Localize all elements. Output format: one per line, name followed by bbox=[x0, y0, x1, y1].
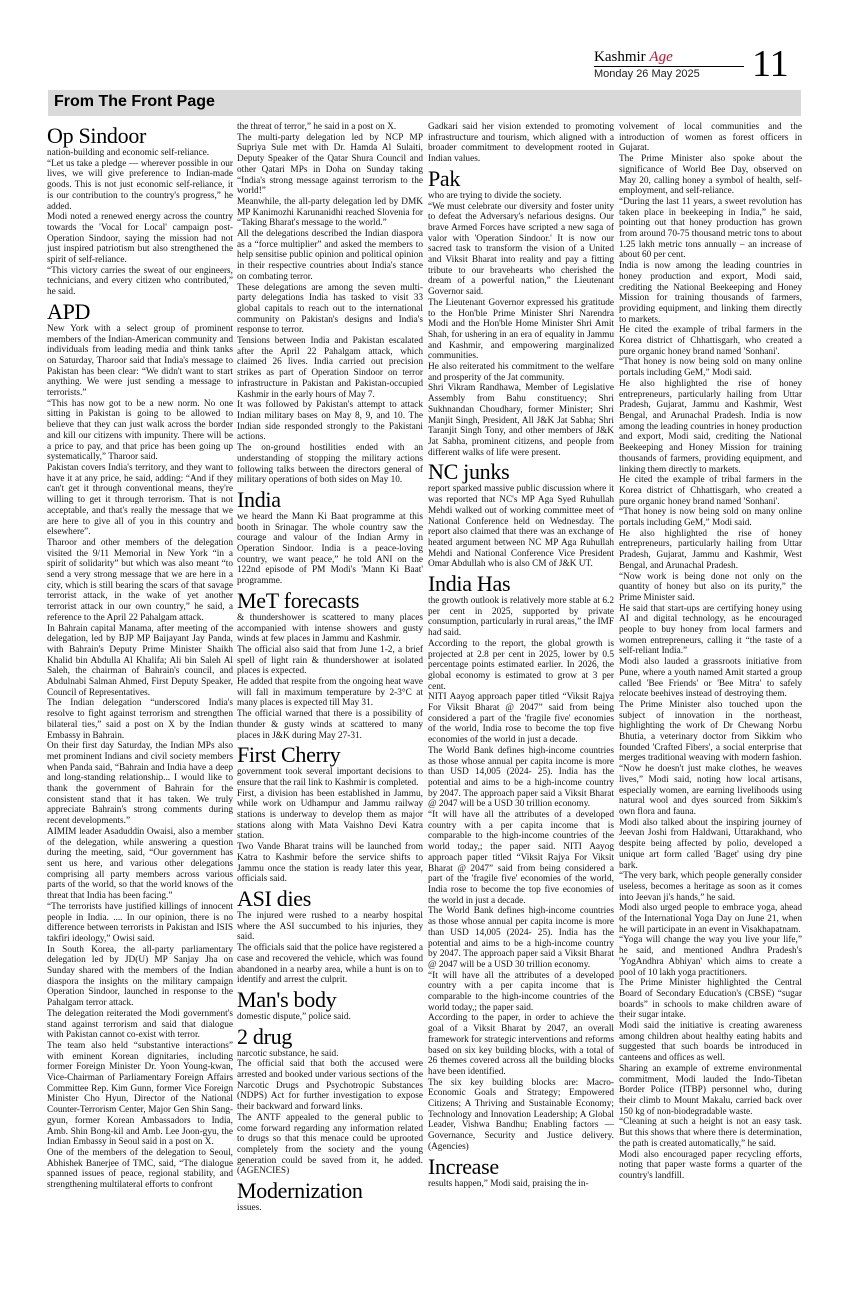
story-paragraph: Two Vande Bharat trains will be launched from Katra to Kashmir before the service shifts to Jammu once the station is ready later this year, officials said. bbox=[237, 842, 423, 885]
story-paragraph: He also highlighted the rise of honey entrepreneurs, particularly hailing from Uttar Pradesh, Gujarat, Jammu and Kashmir, West Bengal, and Arunachal Pradesh. India is now among the leading countries in honey production and export, Modi said, crediting the National Beekeeping and Honey Mission for training thousands of farmers, providing equipment, and linking them directly to markets. bbox=[619, 378, 802, 475]
story-paragraph: “Now work is being done not only on the quantity of honey but also on its purity,” the Prime Minister said. bbox=[619, 571, 802, 603]
story-paragraph: “Cleaning at such a height is not an easy task. But this shows that where there is determination, the path is created automatically,” he said. bbox=[619, 1117, 802, 1149]
story-paragraph: volvement of local communities and the introduction of women as forest officers in Gujarat. bbox=[619, 122, 802, 154]
story-paragraph: “That honey is now being sold on many online portals including GeM,” Modi said. bbox=[619, 507, 802, 529]
story-paragraph: The injured were rushed to a nearby hospital where the ASI succumbed to his injuries, they said. bbox=[237, 911, 423, 943]
story-paragraph: The six key building blocks are: Macro-Economic Goals and Strategy; Empowered Citizens; A Thriving and Sustainable Economy; Technology and Innovation Leadership; A Global Leader, Vishwa Bandhu; Enabling factors — Governance, Security and Justice delivery. (Agencies) bbox=[428, 1077, 614, 1152]
story-paragraph: AIMIM leader Asaduddin Owaisi, also a member of the delegation, while answering a question during the meeting, said, “Our government has sent us here, and various other delegations comprising all party members across various parts of the world, so that the world knows of the threat that India has been facing.” bbox=[47, 826, 233, 902]
story-paragraph: “This has now got to be a new norm. No one sitting in Pakistan is going to be allowed to believe that they can just walk across the border and kill our citizens with impunity. There will be a price to pay, and that price has been going up systematically,” Tharoor said. bbox=[47, 398, 233, 463]
story-paragraph: Modi also lauded a grassroots initiative from Pune, where a youth named Amit started a group called 'Bee Friends' or 'Bee Mitra' to safely relocate beehives instead of destroying them. bbox=[619, 657, 802, 700]
story-paragraph: The Prime Minister also touched upon the subject of innovation in the northeast, highlighting the work of Dr Chewang Norbu Bhutia, a veterinary doctor from Sikkim who founded 'Crafted Fibers', a social enterprise that merges traditional weaving with modern fashion. bbox=[619, 699, 802, 764]
story-paragraph: These delegations are among the seven multi-party delegations India has tasked to visit 33 global capitals to reach out to the international community on Pakistan's designs and India's response to terror. bbox=[237, 282, 423, 336]
story-paragraph: “That honey is now being sold on many online portals including GeM,” Modi said. bbox=[619, 357, 802, 379]
story-paragraph: He also highlighted the rise of honey entrepreneurs, particularly hailing from Uttar Pradesh, Gujarat, Jammu and Kashmir, West Bengal, and Arunachal Pradesh. bbox=[619, 528, 802, 571]
story-paragraph: report sparked massive public discussion where it was reported that NC's MP Aga Syed Ruhullah Mehdi walked out of working committee meet of National Conference held on Wednesday. The report also claimed that there was an exchange of heated argument between NC MP Aga Ruhullah Mehdi and National Conference Vice President Omar Abdullah who is also CM of J&K UT. bbox=[428, 484, 614, 570]
story-paragraph: “Now he doesn't just make clothes, he weaves lives,” Modi said, noting how local artisans, especially women, are earning livelihoods using natural wool and dyes sourced from Sikkim's own flora and fauna. bbox=[619, 764, 802, 817]
story-paragraph: The official also said that from June 1-2, a brief spell of light rain & thundershower at isolated places is expected. bbox=[237, 644, 423, 677]
story-paragraph: One of the members of the delegation to Seoul, Abhishek Banerjee of TMC, said, “The dialogue spanned issues of peace, regional stability, and strengthening multilateral efforts to confront bbox=[47, 1147, 233, 1191]
story-headline: India Has bbox=[428, 571, 511, 597]
story-paragraph: we heard the Mann Ki Baat programme at this booth in Srinagar. The whole country saw the courage and valour of the Indian Army in Operation Sindoor. India is a peace-loving country, we want peace,” he told ANI on the 122nd episode of PM Modi's 'Mann Ki Baat' programme. bbox=[237, 511, 423, 587]
story-paragraph: & thundershower is scattered to many places accompanied with intense showers and gusty winds at few places in Jammu and Kashmir. bbox=[237, 612, 423, 645]
story-paragraph: NITI Aayog approach paper titled “Viksit Rajya For Viksit Bharat @ 2047” said from being considered a part of the 'fragile five' economies of the world, India rose to become the top five economies of the world in just a decade. bbox=[428, 692, 614, 746]
story-headline: 2 drug bbox=[237, 1023, 293, 1049]
article-column-4 bbox=[619, 122, 802, 1286]
story-paragraph: Shri Vikram Randhawa, Member of Legislative Assembly from Bahu constituency; Shri Sukhnandan Choudhary, former Minister; Shri Manjit Singh, President, All J&K Jat Sabha; Shri Taranjit Singh Tony, and other members of J&K Jat Sabha, prominent citizens, and people from different walks of life were present. bbox=[428, 383, 614, 458]
story-paragraph: “The very bark, which people generally consider useless, becomes a heritage as soon as it comes into Jeevan ji's hands,” he said. bbox=[619, 871, 802, 903]
story-headline: NC junks bbox=[428, 459, 510, 485]
story-headline: APD bbox=[47, 298, 91, 324]
article-column-1 bbox=[47, 122, 233, 1286]
story-paragraph: He added that respite from the ongoing heat wave will fall in maximum temperature by 2-3°C at many places is expected till May 31. bbox=[237, 677, 423, 709]
header-divider bbox=[594, 66, 744, 67]
story-paragraph: “It will have all the attributes of a developed country with a per capita income that is comparable to the high-income countries of the world today,; the paper said. NITI Aayog approach paper titled “Viksit Rajya For Viksit Bharat @ 2047” said from being considered a part of the 'fragile five' economies of the world, India rose to become the top five economies of the world in just a decade. bbox=[428, 810, 614, 906]
story-headline: India bbox=[237, 486, 281, 512]
story-headline: Op Sindoor bbox=[47, 123, 147, 148]
story-paragraph: The World Bank defines high-income countries as those whose annual per capita income is more than USD 14,005 (2024- 25). India has the potential and aims to be a high-income country by 2047. The approach paper said a Viksit Bharat @ 2047 will be a USD 30 trillion economy. bbox=[428, 745, 614, 810]
story-paragraph: Sharing an example of extreme environmental commitment, Modi lauded the Indo-Tibetan Border Police (ITBP) personnel who, during their climb to Mount Makalu, carried back over 150 kg of non-biodegradable waste. bbox=[619, 1063, 802, 1117]
story-paragraph: Modi noted a renewed energy across the country towards the 'Vocal for Local' campaign post-Operation Sindoor, saying the mission had not just inspired patriotism but also strengthened the spirit of self-reliance. bbox=[47, 212, 233, 266]
story-paragraph: Tensions between India and Pakistan escalated after the April 22 Pahalgam attack, which claimed 26 lives. India carried out precision strikes as part of Operation Sindoor on terror infrastructure in Pakistan and Pakistan-occupied Kashmir in the early hours of May 7. bbox=[237, 336, 423, 400]
story-paragraph: The official said that both the accused were arrested and booked under various sections of the Narcotic Drugs and Psychotropic Substances (NDPS) Act for further investigation to expose their backward and forward links. bbox=[237, 1059, 423, 1113]
story-paragraph: The team also held “substantive interactions” with eminent Korean dignitaries, including former Foreign Minister Dr. Yoon Young-kwan, Vice-Chairman of Parliamentary Foreign Affairs Committee Rep. Kim Gunn, former Vice Foreign Minister Cho Hyun, Director of the National Counter-Terrorism Center, Major Gen Shin Sang-gyun, former Korean Ambassadors to India, Amb. Shin Bong-kil and Amb. Lee Joon-gyu, the Indian Embassy in Seoul said in a post on X. bbox=[47, 1040, 233, 1148]
story-headline: Increase bbox=[428, 1153, 499, 1179]
story-paragraph: The Prime Minister also spoke about the significance of World Bee Day, observed on May 20, calling honey a symbol of health, self-employment, and self-reliance. bbox=[619, 154, 802, 197]
story-paragraph: Meanwhile, the all-party delegation led by DMK MP Kanimozhi Karunanidhi reached Slovenia for “Taking Bharat's message to the world.” bbox=[237, 196, 423, 229]
story-paragraph: The ANTF appealed to the general public to come forward regarding any information related to drugs so that this menace could be uprooted completely from the society and the young generation could be saved from it, he added. (AGENCIES) bbox=[237, 1112, 423, 1177]
story-paragraph: “It will have all the attributes of a developed country with a per capita income that is comparable to the high-income countries of the world today,; the paper said. bbox=[428, 970, 614, 1013]
story-paragraph: The on-ground hostilities ended with an understanding of stopping the military actions following talks between the directors general of military operations of both sides on May 10. bbox=[237, 443, 423, 486]
story-paragraph: According to the paper, in order to achieve the goal of a Viksit Bharat by 2047, an overall framework for strategic interventions and reforms based on six key building blocks, with a total of 26 themes covered across all the building blocks have been identified. bbox=[428, 1013, 614, 1077]
story-paragraph: The Prime Minister highlighted the Central Board of Secondary Education's (CBSE) “sugar boards” in schools to make children aware of their sugar intake. bbox=[619, 978, 802, 1021]
story-paragraph: In Bahrain capital Manama, after meeting of the delegation, led by BJP MP Baijayant Jay Panda, with Bahrain's Deputy Prime Minister Shaikh Khalid bin Abdulla Al Khalifa; Ali bin Saleh Al Saleh, the chairman of Bahrain's council, and Abdulnabi Salman Ahmed, First Deputy Speaker, Council of Representatives. bbox=[47, 623, 233, 698]
story-paragraph: “This victory carries the sweat of our engineers, technicians, and every citizen who contributed,” he said. bbox=[47, 265, 233, 298]
story-headline: MeT forecasts bbox=[237, 587, 360, 613]
story-headline: Pak bbox=[428, 165, 461, 191]
story-paragraph: the threat of terror,” he said in a post on X. bbox=[237, 122, 397, 132]
story-paragraph: In South Korea, the all-party parliamentary delegation led by JD(U) MP Sanjay Jha on Sunday shared with the members of the Indian diaspora the insights on the military campaign Operation Sindoor, launched in response to the Pahalgam terror attack. bbox=[47, 944, 233, 1009]
page-header bbox=[0, 0, 848, 90]
story-paragraph: The official warned that there is a possibility of thunder & gusty winds at scattered to many places in J&K during May 27-31. bbox=[237, 709, 423, 741]
story-paragraph: It was followed by Pakistan's attempt to attack Indian military bases on May 8, 9, and 10. The Indian side responded strongly to the Pakistani actions. bbox=[237, 400, 423, 443]
page-number: 11 bbox=[752, 43, 789, 85]
story-paragraph: Pakistan covers India's territory, and they want to have it at any price, he said, adding: “And if they can't get it through conventional means, they're willing to get it through terrorism. That is not acceptable, and that's really the message that we are here to give all of you in this country and elsewhere”. bbox=[47, 462, 233, 538]
story-paragraph: the growth outlook is relatively more stable at 6.2 per cent in 2025, supported by private consumption, particularly in rural areas,” the IMF had said. bbox=[428, 596, 614, 639]
story-paragraph: He said that start-ups are certifying honey using AI and digital technology, as he encouraged people to buy honey from local farmers and women entrepreneurs, calling it “the taste of a self-reliant India.” bbox=[619, 603, 802, 657]
story-paragraph: According to the report, the global growth is projected at 2.8 per cent in 2025, lower by 0.5 percentage points estimated earlier. In 2026, the global economy is estimated to grow at 3 per cent. bbox=[428, 638, 614, 692]
story-paragraph: “The terrorists have justified killings of innocent people in India. .... In our opinion, there is no difference between terrorists in Pakistan and ISIS takfiri ideology,” Owisi said. bbox=[47, 901, 233, 944]
section-banner bbox=[48, 90, 801, 116]
story-paragraph: nation-building and economic self-reliance. bbox=[47, 148, 210, 158]
story-paragraph: government took several important decisions to ensure that the rail link to Kashmir is completed. bbox=[237, 767, 423, 788]
story-paragraph: He also reiterated his commitment to the welfare and prosperity of the Jat community. bbox=[428, 362, 614, 383]
story-paragraph: The Indian delegation “underscored India's resolve to fight against terrorism and strengthen bilateral ties,” said a post on X by the Indian Embassy in Bahrain. bbox=[47, 698, 233, 741]
story-paragraph: Modi also urged people to embrace yoga, ahead of the International Yoga Day on June 21, when he will participate in an event in Visakhapatnam. bbox=[619, 903, 802, 935]
section-title: From The Front Page bbox=[54, 93, 215, 110]
story-paragraph: The delegation reiterated the Modi government's stand against terrorism and said that dialogue with Pakistan cannot co-exist with terror. bbox=[47, 1008, 233, 1041]
story-paragraph: Gadkari said her vision extended to promoting infrastructure and tourism, which aligned with a broader commitment to development rooted in Indian values. bbox=[428, 122, 614, 165]
story-headline: First Cherry bbox=[237, 742, 341, 768]
story-paragraph: Modi said the initiative is creating awareness among children about healthy eating habits and suggested that such boards be introduced in canteens and offices as well. bbox=[619, 1021, 802, 1064]
story-paragraph: Modi also talked about the inspiring journey of Jeevan Joshi from Haldwani, Uttarakhand, who despite being affected by polio, developed a unique art form called 'Baget' using dry pine bark. bbox=[619, 817, 802, 871]
article-column-3 bbox=[428, 122, 614, 1286]
story-paragraph: The Lieutenant Governor expressed his gratitude to the Hon'ble Prime Minister Shri Narendra Modi and the Hon'ble Home Minister Shri Amit Shah, for ushering in an era of equality in Jammu and Kashmir, and empowering marginalized communities. bbox=[428, 297, 614, 362]
story-paragraph: “Yoga will change the way you live your life,” he said, and mentioned Andhra Pradesh's 'YogAndhra Abhiyan' which aims to create a pool of 10 lakh yoga practitioners. bbox=[619, 935, 802, 978]
story-paragraph: New York with a select group of prominent members of the Indian-American community and individuals from leading media and think tanks on Saturday, Tharoor said that India's message to Pakistan has been clear: “We didn't want to start anything. We were just sending a message to terrorists.” bbox=[47, 323, 233, 399]
story-paragraph: “We must celebrate our diversity and foster unity to defeat the Adversary's nefarious designs. Our brave Armed Forces have scripted a new saga of valor with 'Operation Sindoor.' It is now our sacred task to transform the vision of a United and Viksit Bharat into reality and pay a fitting tribute to our bravehearts who cherished the dream of a powerful nation,” the Lieutenant Governor said. bbox=[428, 201, 614, 298]
story-paragraph: The officials said that the police have registered a case and recovered the vehicle, which was found abandoned in a nearby area, while a hunt is on to identify and arrest the culprit. bbox=[237, 943, 423, 986]
story-paragraph: domestic dispute,” police said. bbox=[237, 1011, 351, 1022]
masthead-logo: Kashmir Age bbox=[594, 49, 673, 65]
story-paragraph: First, a division has been established in Jammu, while work on Udhampur and Jammu railway stations is underway to develop them as major stations along with Mata Vaishno Devi Katra station. bbox=[237, 788, 423, 842]
story-headline: Man's body bbox=[237, 986, 337, 1012]
story-paragraph: He cited the example of tribal farmers in the Korea district of Chhattisgarh, who created a pure organic honey brand named 'Sonhani'. bbox=[619, 325, 802, 357]
issue-date: Monday 26 May 2025 bbox=[594, 68, 700, 80]
article-column-2 bbox=[237, 122, 423, 1286]
story-paragraph: “During the last 11 years, a sweet revolution has taken place in beekeeping in India,” he said, pointing out that honey production has grown from around 70-75 thousand metric tons to about 1.25 lakh metric tons annually – an increase of about 60 per cent. bbox=[619, 196, 802, 261]
story-paragraph: India is now among the leading countries in honey production and export, Modi said, crediting the National Beekeeping and Honey Mission for training thousands of farmers, providing equipment, and linking them directly to markets. bbox=[619, 261, 802, 325]
story-paragraph: Tharoor and other members of the delegation visited the 9/11 Memorial in New York “in a spirit of solidarity” but which was also meant “to send a very strong message that we are here in a city, which is still bearing the scars of that savage terrorist attack, in the wake of yet another terrorist attack in our own country,” he said, a reference to the April 22 Pahalgam attack. bbox=[47, 537, 233, 623]
story-paragraph: issues. bbox=[237, 1203, 262, 1214]
story-paragraph: The multi-party delegation led by NCP MP Supriya Sule met with Dr. Hamda Al Sulaiti, Deputy Speaker of the Qatar Shura Council and other Qatari MPs in Doha on Sunday taking “India's strong message against terrorism to the world!” bbox=[237, 132, 423, 197]
story-paragraph: narcotic substance, he said. bbox=[237, 1048, 339, 1059]
story-paragraph: On their first day Saturday, the Indian MPs also met prominent Indians and civil society members when Panda said, “Bahrain and India have a deep and long-standing relationship... I would like to thank the government of Bahrain for the consistent stand that it has taken. We truly appreciate Bahrain's strong comments during recent developments.” bbox=[47, 741, 233, 827]
story-headline: Modernization bbox=[237, 1178, 363, 1204]
story-paragraph: results happen,” Modi said, praising the in- bbox=[428, 1178, 589, 1189]
story-paragraph: All the delegations described the Indian diaspora as a “force multiplier” and asked the members to help sensitise public opinion and political opinion in their respective countries about India's stance on combating terror. bbox=[237, 229, 423, 282]
story-paragraph: The World Bank defines high-income countries as those whose annual per capita income is more than USD 14,005 (2024- 25). India has the potential and aims to be a high-income country by 2047. The approach paper said a Viksit Bharat @ 2047 will be a USD 30 trillion economy. bbox=[428, 906, 614, 970]
story-paragraph: He cited the example of tribal farmers in the Korea district of Chhattisgarh, who created a pure organic honey brand named 'Sonhani'. bbox=[619, 475, 802, 507]
story-paragraph: “Let us take a pledge — wherever possible in our lives, we will give preference to Indian-made goods. This is not just economic self-reliance, it is our contribution to the country's progress,” he added. bbox=[47, 158, 233, 212]
story-paragraph: who are trying to divide the society. bbox=[428, 190, 562, 201]
story-headline: ASI dies bbox=[237, 886, 311, 911]
story-paragraph: Modi also encouraged paper recycling efforts, noting that paper waste forms a quarter of the country's landfill. bbox=[619, 1149, 802, 1181]
